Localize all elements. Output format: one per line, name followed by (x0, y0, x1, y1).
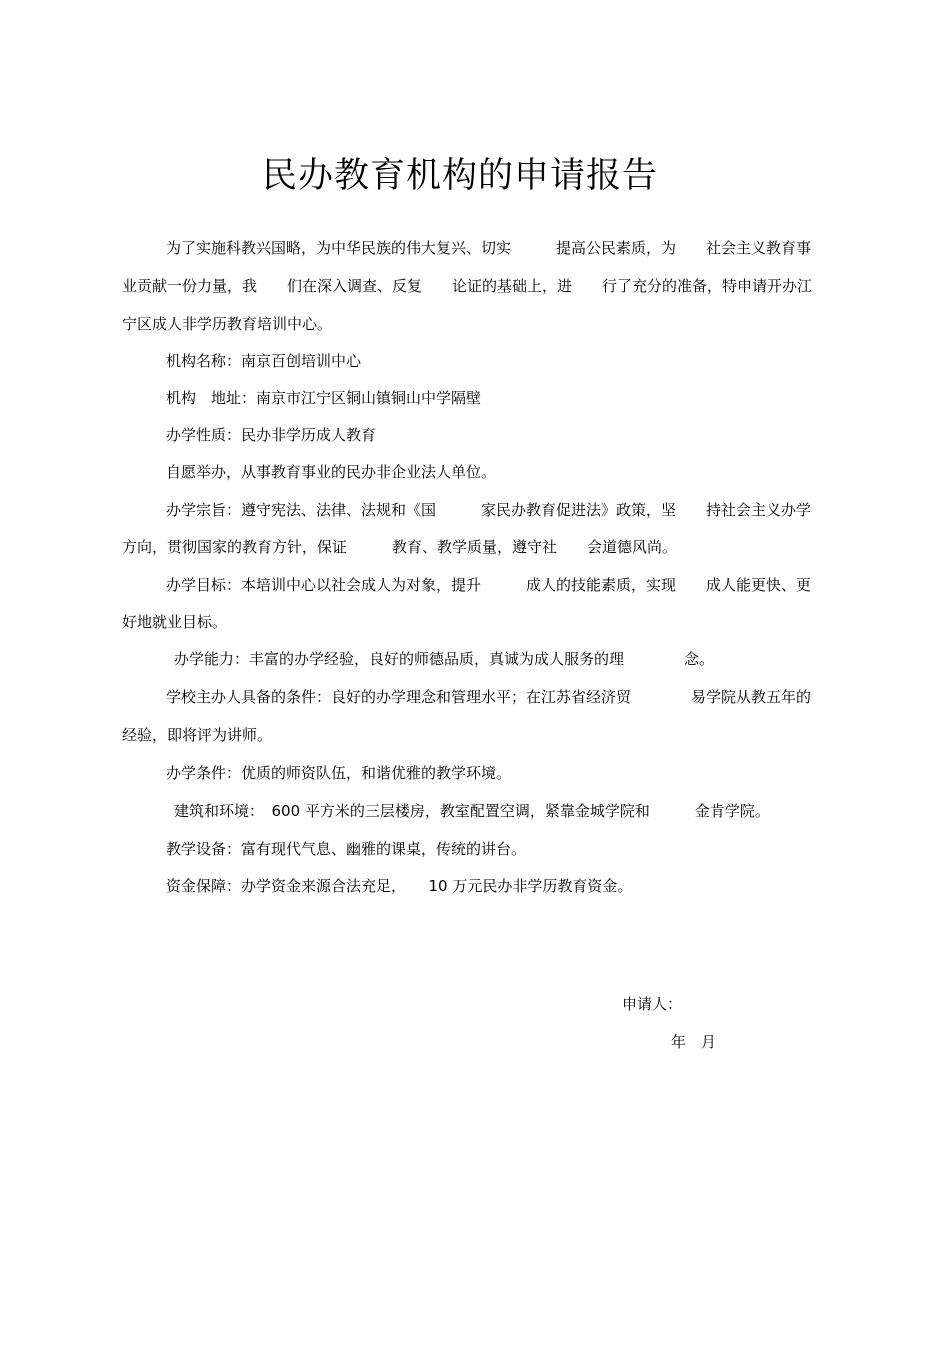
date-line: 年 月 (671, 1033, 717, 1051)
applicant-label: 申请人： (622, 995, 683, 1013)
body-line: 经验，即将评为讲师。 (122, 726, 273, 744)
body-line: 教学设备：富有现代气息、幽雅的课桌，传统的讲台。 (166, 840, 527, 858)
body-line: 机构名称：南京百创培训中心 (166, 352, 362, 370)
body-line: 办学性质：民办非学历成人教育 (166, 426, 377, 444)
body-line: 学校主办人具备的条件：良好的办学理念和管理水平；在江苏省经济贸 易学院从教五年的 (166, 688, 812, 706)
body-line: 方向，贯彻国家的教育方针，保证 教育、教学质量，遵守社 会道德风尚。 (122, 538, 678, 556)
body-line: 办学目标：本培训中心以社会成人为对象，提升 成人的技能素质，实现 成人能更快、更 (166, 576, 812, 594)
body-line: 建筑和环境： 600 平方米的三层楼房，教室配置空调，紧靠金城学院和 金肯学院。 (174, 802, 770, 820)
document-title: 民办教育机构的申请报告 (261, 156, 658, 197)
body-line: 办学宗旨：遵守宪法、法律、法规和《国 家民办教育促进法》政策，坚 持社会主义办学 (166, 501, 812, 519)
body-line: 宁区成人非学历教育培训中心。 (122, 315, 333, 333)
body-line: 业贡献一份力量，我 们在深入调查、反复 论证的基础上，进 行了充分的准备，特申请开办江 (122, 277, 813, 295)
body-line: 办学条件：优质的师资队伍，和谐优雅的教学环境。 (166, 764, 512, 782)
body-line: 自愿举办，从事教育事业的民办非企业法人单位。 (166, 463, 497, 481)
body-line: 机构 地址：南京市江宁区铜山镇铜山中学隔壁 (166, 389, 482, 407)
body-line: 办学能力：丰富的办学经验，良好的师德品质，真诚为成人服务的理 念。 (174, 650, 715, 668)
body-line: 资金保障：办学资金来源合法充足， 10 万元民办非学历教育资金。 (166, 877, 633, 895)
body-line: 为了实施科教兴国略，为中华民族的伟大复兴、切实 提高公民素质，为 社会主义教育事 (166, 239, 812, 257)
body-line: 好地就业目标。 (122, 613, 228, 631)
